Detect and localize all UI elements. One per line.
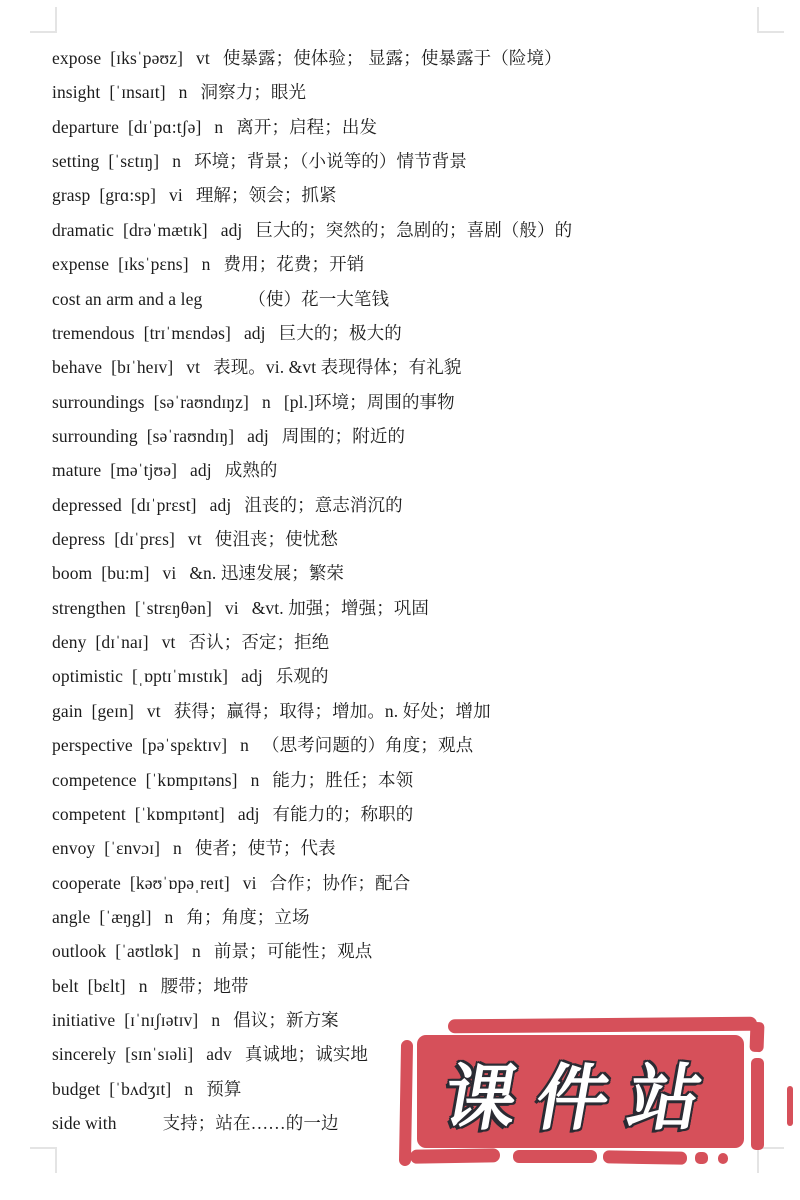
vocab-entry — [52, 625, 762, 659]
vocab-list — [52, 41, 762, 1141]
entry-pos: adj — [237, 803, 260, 824]
entry-word: surroundings — [52, 391, 145, 412]
entry-word: deny — [52, 632, 87, 653]
entry-phonetic: [ˌɒptɪˈmɪstɪk] — [132, 666, 229, 687]
entry-phonetic: [ˈɪnsaɪt] — [109, 82, 166, 103]
entry-meaning: 预算 — [206, 1078, 242, 1099]
entry-word: cost an arm and a leg — [52, 288, 203, 309]
entry-meaning: &n. 迅速发展；繁荣 — [189, 563, 345, 584]
entry-meaning: 前景；可能性；观点 — [213, 941, 373, 962]
entry-meaning: 获得；赢得；取得；增加。n. 好处；增加 — [173, 700, 491, 721]
entry-word: expose — [52, 48, 102, 68]
vocab-entry — [52, 144, 762, 178]
entry-pos: vi — [162, 563, 177, 584]
entry-phonetic: [ɪˈnɪʃɪətɪv] — [124, 1010, 199, 1031]
entry-phonetic: [məˈtjʊə] — [110, 460, 178, 481]
text-boundary-mark-bottom-left — [30, 1147, 57, 1173]
entry-pos: n — [184, 1078, 194, 1099]
entry-word: insight — [52, 82, 101, 103]
entry-meaning: 离开；启程；出发 — [236, 116, 378, 137]
entry-meaning: 否认；否定；拒绝 — [188, 632, 330, 653]
vocab-entry — [52, 934, 762, 968]
entry-pos: n — [173, 838, 182, 859]
vocab-entry — [52, 213, 762, 247]
entry-pos: adj — [190, 460, 212, 481]
entry-word: perspective — [52, 735, 133, 756]
vocab-entry — [52, 900, 762, 934]
entry-pos: n — [240, 735, 249, 756]
entry-word: dramatic — [52, 219, 115, 240]
entry-word: gain — [52, 700, 83, 721]
entry-meaning: （思考问题的）角度；观点 — [262, 735, 474, 756]
entry-pos: vi — [224, 597, 239, 618]
entry-pos: n — [201, 254, 211, 275]
entry-phonetic: [səˈraʊndɪŋz] — [153, 391, 249, 412]
entry-phonetic: [ɪksˈpɛns] — [118, 254, 189, 275]
entry-phonetic: [trɪˈmɛndəs] — [143, 322, 231, 343]
entry-word: setting — [52, 151, 100, 172]
entry-pos: n — [214, 116, 224, 137]
entry-pos: vi — [169, 185, 183, 206]
entry-word: outlook — [52, 941, 107, 962]
entry-phonetic: [dɪˈnaɪ] — [95, 632, 149, 653]
entry-phonetic: [ˈaʊtlʊk] — [115, 941, 180, 962]
entry-phonetic: [ˈkɒmpɪtəns] — [145, 769, 238, 790]
entry-meaning: 使者；使节；代表 — [194, 838, 336, 859]
vocab-entry — [52, 350, 762, 384]
entry-word: departure — [52, 116, 119, 137]
stamp-label: 课件站 — [438, 1058, 729, 1139]
entry-word: budget — [52, 1078, 101, 1099]
entry-pos: vt — [146, 700, 161, 721]
stamp-border-top-stroke — [448, 1017, 757, 1034]
entry-phonetic: [drəˈmætɪk] — [123, 219, 208, 240]
entry-meaning: 使暴露；使体验； 显露；使暴露于（险境） — [222, 48, 562, 68]
entry-meaning: 腰带；地带 — [160, 975, 249, 996]
entry-pos: adv — [206, 1044, 232, 1065]
entry-meaning: 环境；背景；（小说等的）情节背景 — [194, 151, 467, 172]
vocab-entry — [52, 866, 762, 900]
entry-meaning: 表现。vi. &vt 表现得体；有礼貌 — [213, 357, 462, 378]
text-boundary-mark-top-left — [30, 7, 57, 33]
entry-meaning: 洞察力；眼光 — [200, 82, 307, 103]
entry-phonetic: [ˈbʌdʒɪt] — [109, 1078, 172, 1099]
entry-meaning: 支持；站在……的一边 — [162, 1113, 339, 1134]
vocab-entry — [52, 969, 762, 1003]
entry-word: belt — [52, 975, 79, 996]
entry-pos: vt — [186, 357, 201, 378]
entry-phonetic: [dɪˈprɛst] — [130, 494, 197, 515]
entry-pos: n — [138, 975, 148, 996]
entry-pos: adj — [241, 666, 263, 687]
entry-phonetic: [bɛlt] — [87, 975, 126, 996]
vocab-entry — [52, 659, 762, 693]
entry-phonetic: [grɑ:sp] — [99, 185, 157, 206]
entry-word: cooperate — [52, 872, 121, 893]
entry-phonetic: [ˈæŋgl] — [99, 906, 152, 927]
entry-word: expense — [52, 254, 110, 275]
entry-word: competence — [52, 769, 137, 790]
entry-meaning: 乐观的 — [275, 666, 329, 687]
vocab-entry — [52, 419, 762, 453]
entry-meaning: 合作；协作；配合 — [269, 872, 411, 893]
entry-phonetic: [səˈraʊndɪŋ] — [146, 425, 235, 446]
entry-meaning: &vt. 加强；增强；巩固 — [251, 597, 429, 618]
vocab-entry — [52, 591, 762, 625]
entry-word: angle — [52, 906, 91, 927]
entry-pos: n — [250, 769, 260, 790]
stamp-border-right-stroke — [751, 1058, 764, 1150]
stamp-border-bottom-dot — [695, 1152, 708, 1164]
entry-word: tremendous — [52, 322, 135, 343]
entry-pos: adj — [220, 219, 243, 240]
entry-pos: vt — [161, 632, 176, 653]
entry-phonetic: [dɪˈprɛs] — [114, 529, 175, 550]
entry-meaning: 真诚地；诚实地 — [244, 1044, 369, 1065]
entry-word: side with — [52, 1113, 117, 1134]
stamp-border-bottom-stroke — [410, 1148, 500, 1164]
vocab-entry — [52, 385, 762, 419]
entry-word: mature — [52, 460, 102, 481]
vocab-entry — [52, 797, 762, 831]
entry-word: initiative — [52, 1010, 116, 1031]
entry-pos: n — [261, 391, 271, 412]
entry-word: depressed — [52, 494, 122, 515]
entry-phonetic: [bɪˈheɪv] — [111, 357, 174, 378]
vocab-entry — [52, 694, 762, 728]
entry-word: surrounding — [52, 425, 138, 446]
entry-word: boom — [52, 563, 93, 584]
vocab-entry — [52, 488, 762, 522]
entry-pos: n — [172, 151, 182, 172]
entry-phonetic: [ˈstrɛŋθən] — [134, 597, 212, 618]
entry-word: envoy — [52, 838, 96, 859]
kejianzhan-watermark-stamp — [398, 1012, 796, 1170]
vocab-entry — [52, 763, 762, 797]
entry-phonetic: [dɪˈpɑ:tʃə] — [127, 116, 202, 137]
entry-meaning: 有能力的；称职的 — [272, 803, 414, 824]
entry-pos: adj — [247, 425, 269, 446]
entry-meaning: 理解；领会；抓紧 — [195, 185, 337, 206]
entry-meaning: 巨大的；突然的；急剧的；喜剧（般）的 — [255, 219, 573, 240]
entry-pos: n — [192, 941, 201, 962]
vocab-entry — [52, 522, 762, 556]
entry-word: optimistic — [52, 666, 123, 687]
stamp-body — [417, 1035, 744, 1148]
entry-meaning: （使）花一大笔钱 — [248, 288, 390, 309]
entry-phonetic: [pəˈspɛktɪv] — [141, 735, 228, 756]
vocab-entry — [52, 75, 762, 109]
entry-phonetic: [sɪnˈsɪəli] — [125, 1044, 194, 1065]
entry-word: grasp — [52, 185, 91, 206]
stamp-border-left-stroke — [399, 1040, 413, 1166]
vocab-entry — [52, 728, 762, 762]
entry-word: depress — [52, 529, 106, 550]
vocab-entry — [52, 41, 762, 75]
entry-meaning: [pl.]环境；周围的事物 — [283, 391, 455, 412]
entry-meaning: 能力；胜任；本领 — [272, 769, 414, 790]
entry-phonetic: [ˈkɒmpɪtənt] — [134, 803, 225, 824]
vocab-entry — [52, 110, 762, 144]
entry-phonetic: [ˈɛnvɔɪ] — [104, 838, 161, 859]
stamp-edge-ink-dash — [787, 1086, 793, 1126]
entry-word: sincerely — [52, 1044, 117, 1065]
entry-word: strengthen — [52, 597, 126, 618]
entry-meaning: 角；角度；立场 — [186, 906, 310, 927]
entry-meaning: 成熟的 — [224, 460, 278, 481]
vocab-entry — [52, 282, 762, 316]
entry-pos: adj — [209, 494, 232, 515]
entry-phonetic: [bu:m] — [101, 563, 150, 584]
stamp-border-bottom-stroke — [513, 1150, 597, 1163]
entry-word: behave — [52, 357, 103, 378]
vocab-entry — [52, 178, 762, 212]
stamp-border-bottom-stroke — [603, 1150, 687, 1164]
entry-phonetic: [geɪn] — [91, 700, 134, 721]
entry-meaning: 巨大的；极大的 — [278, 322, 402, 343]
entry-meaning: 沮丧的；意志消沉的 — [244, 494, 403, 515]
vocab-entry — [52, 831, 762, 865]
vocab-entry — [52, 556, 762, 590]
entry-pos: adj — [243, 322, 266, 343]
entry-pos: n — [211, 1010, 221, 1031]
text-boundary-mark-top-right — [757, 7, 784, 33]
vocab-entry — [52, 247, 762, 281]
entry-pos: n — [178, 82, 188, 103]
vocab-entry — [52, 316, 762, 350]
entry-meaning: 倡议；新方案 — [233, 1010, 339, 1031]
entry-pos: n — [164, 906, 174, 927]
entry-pos: vt — [196, 48, 210, 68]
entry-phonetic: [ˈsɛtɪŋ] — [108, 151, 160, 172]
stamp-border-bottom-dot — [718, 1153, 728, 1164]
entry-word: competent — [52, 803, 126, 824]
entry-pos: vi — [242, 872, 257, 893]
entry-phonetic: [ɪksˈpəʊz] — [110, 48, 183, 68]
entry-meaning: 使沮丧；使忧愁 — [214, 529, 338, 550]
entry-pos: vt — [187, 529, 202, 550]
vocab-entry — [52, 453, 762, 487]
stamp-border-right-stroke — [749, 1022, 764, 1052]
entry-meaning: 周围的；附近的 — [281, 425, 406, 446]
entry-meaning: 费用；花费；开销 — [223, 254, 365, 275]
entry-phonetic: [kəʊˈɒpəˌreɪt] — [129, 872, 230, 893]
